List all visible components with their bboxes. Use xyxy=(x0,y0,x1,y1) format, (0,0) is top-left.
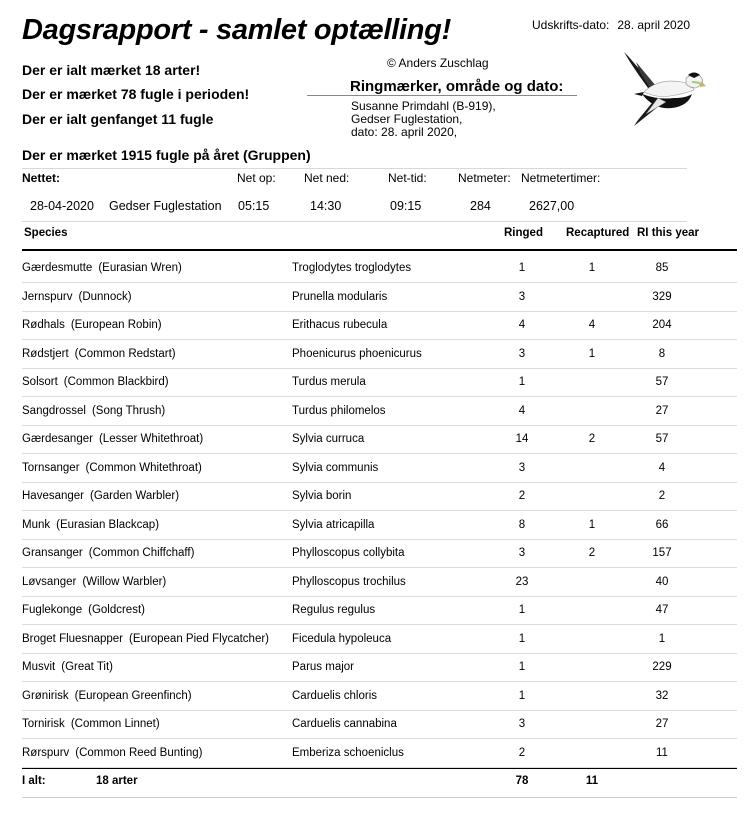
ringed-count: 3 xyxy=(518,347,526,360)
species-name xyxy=(22,604,145,616)
species-name xyxy=(22,490,179,502)
print-date-label: Udskrifts-dato: xyxy=(532,18,610,32)
totals-bottom-divider xyxy=(22,797,737,798)
species-danish: Gransanger xyxy=(22,547,83,559)
species-latin: Parus major xyxy=(292,661,354,673)
species-latin: Ficedula hypoleuca xyxy=(292,632,392,645)
table-row xyxy=(22,397,737,426)
ri-year-count: 27 xyxy=(655,718,669,730)
species-english: (Garden Warbler) xyxy=(90,490,180,502)
ringed-count: 1 xyxy=(518,376,526,388)
copyright: © Anders Zuschlag xyxy=(387,56,489,70)
table-row xyxy=(22,482,737,511)
summary-recaptured: Der er ialt genfanget 11 fugle xyxy=(22,111,214,127)
ri-year-count: 1 xyxy=(658,632,666,645)
species-latin: Phylloscopus collybita xyxy=(292,547,405,559)
ri-year-count: 329 xyxy=(652,290,672,303)
recaptured-count: 2 xyxy=(588,547,596,559)
species-danish: Musvit xyxy=(22,661,56,673)
table-row xyxy=(22,425,737,454)
net-down-label: Net ned: xyxy=(304,171,350,185)
net-meter-hours-value: 2627,00 xyxy=(529,199,575,213)
species-latin: Phoenicurus phoenicurus xyxy=(292,347,422,360)
species-name xyxy=(22,519,159,531)
ringers-divider xyxy=(307,95,577,96)
species-english: (European Pied Flycatcher) xyxy=(129,632,269,645)
species-danish: Gærdesmutte xyxy=(22,262,93,274)
ringed-count: 2 xyxy=(518,746,526,759)
species-name xyxy=(22,348,176,360)
ringed-count: 3 xyxy=(518,461,526,474)
totals-row xyxy=(22,769,737,795)
species-name xyxy=(22,291,132,303)
species-name xyxy=(22,376,169,388)
species-name xyxy=(22,262,182,274)
species-danish: Havesanger xyxy=(22,490,85,502)
species-danish: Solsort xyxy=(22,376,58,388)
print-date xyxy=(532,18,690,32)
col-header-recaptured: Recaptured xyxy=(566,227,630,239)
species-name xyxy=(22,633,269,645)
species-english: (Common Chiffchaff) xyxy=(88,547,195,559)
ringed-count: 1 xyxy=(518,262,526,274)
ringed-count: 3 xyxy=(518,718,526,730)
col-header-species: Species xyxy=(24,227,68,239)
species-latin: Erithacus rubecula xyxy=(292,319,388,331)
species-name xyxy=(22,576,166,588)
species-latin: Prunella modularis xyxy=(292,290,388,303)
species-name xyxy=(22,661,113,673)
species-danish: Broget Fluesnapper xyxy=(22,632,124,645)
report-title: Dagsrapport - samlet optælling! xyxy=(22,14,451,46)
ringer-line: Susanne Primdahl (B-919), xyxy=(351,99,496,113)
summary-species: Der er ialt mærket 18 arter! xyxy=(22,62,201,78)
eider-duck-icon xyxy=(614,48,706,126)
species-latin: Sylvia borin xyxy=(292,490,352,502)
species-danish: Sangdrossel xyxy=(22,404,86,417)
totals-ringed: 78 xyxy=(515,775,529,787)
col-header-ri-year: RI this year xyxy=(637,227,699,239)
species-latin: Carduelis cannabina xyxy=(292,718,397,730)
ri-year-count: 157 xyxy=(652,547,672,559)
ringed-count: 1 xyxy=(518,661,526,673)
species-latin: Carduelis chloris xyxy=(292,689,378,702)
ri-year-count: 57 xyxy=(655,376,669,388)
net-up-label: Net op: xyxy=(237,171,276,185)
ringed-count: 3 xyxy=(518,290,526,303)
species-danish: Fuglekonge xyxy=(22,604,83,616)
species-latin: Sylvia communis xyxy=(292,461,379,474)
summary-birds: Der er mærket 78 fugle i perioden! xyxy=(22,86,250,102)
table-row xyxy=(22,340,737,369)
ringed-count: 14 xyxy=(515,433,529,445)
header-divider xyxy=(22,249,737,251)
table-row xyxy=(22,739,737,768)
table-row xyxy=(22,454,737,483)
species-english: (Eurasian Blackcap) xyxy=(56,518,160,531)
species-danish: Munk xyxy=(22,518,51,531)
ringed-count: 1 xyxy=(518,632,526,645)
species-english: (Song Thrush) xyxy=(91,404,166,417)
recaptured-count: 1 xyxy=(588,518,596,531)
ringer-line: Gedser Fuglestation, xyxy=(351,112,463,126)
table-row xyxy=(22,539,737,568)
species-latin: Turdus merula xyxy=(292,376,366,388)
ri-year-count: 27 xyxy=(655,404,669,417)
net-label: Nettet: xyxy=(22,171,60,185)
net-up-value: 05:15 xyxy=(238,199,270,213)
species-danish: Tornirisk xyxy=(22,718,65,730)
net-top-divider xyxy=(22,168,687,169)
species-name xyxy=(22,547,194,559)
net-meters-value: 284 xyxy=(470,199,491,213)
ringed-count: 8 xyxy=(518,518,526,531)
ri-year-count: 57 xyxy=(655,433,669,445)
species-english: (Eurasian Wren) xyxy=(98,262,182,274)
species-latin: Phylloscopus trochilus xyxy=(292,575,406,588)
species-english: (Common Linnet) xyxy=(70,718,160,730)
species-english: (Lesser Whitethroat) xyxy=(98,433,204,445)
net-time-label: Net-tid: xyxy=(388,171,427,185)
species-name xyxy=(22,433,203,445)
net-meter-hours-label: Netmetertimer: xyxy=(521,171,601,185)
species-danish: Løvsanger xyxy=(22,575,77,588)
species-danish: Rørspurv xyxy=(22,746,70,759)
ringed-count: 4 xyxy=(518,319,526,331)
ri-year-count: 66 xyxy=(655,518,669,531)
ri-year-count: 40 xyxy=(655,575,669,588)
species-danish: Rødhals xyxy=(22,319,65,331)
ringed-count: 1 xyxy=(518,604,526,616)
species-english: (Great Tit) xyxy=(61,661,113,673)
table-row xyxy=(22,283,737,312)
species-danish: Rødstjert xyxy=(22,347,69,360)
ri-year-count: 8 xyxy=(658,347,666,360)
col-header-ringed: Ringed xyxy=(504,227,543,239)
table-row xyxy=(22,625,737,654)
net-bottom-divider xyxy=(22,221,687,222)
species-danish: Jernspurv xyxy=(22,290,73,303)
ri-year-count: 11 xyxy=(656,746,668,759)
species-english: (European Robin) xyxy=(70,319,162,331)
species-english: (Common Reed Bunting) xyxy=(75,746,203,759)
ri-year-count: 47 xyxy=(655,604,669,616)
ri-year-count: 4 xyxy=(658,461,666,474)
table-row xyxy=(22,682,737,711)
species-name xyxy=(22,718,160,730)
species-name xyxy=(22,690,192,702)
ringed-count: 2 xyxy=(518,490,526,502)
ri-year-count: 204 xyxy=(652,319,672,331)
ri-year-count: 85 xyxy=(655,262,669,274)
ri-year-count: 32 xyxy=(655,689,669,702)
ringers-heading: Ringmærker, område og dato: xyxy=(350,78,564,95)
species-english: (Dunnock) xyxy=(78,290,132,303)
species-latin: Turdus philomelos xyxy=(292,404,386,417)
table-row xyxy=(22,710,737,739)
table-row xyxy=(22,511,737,540)
species-latin: Sylvia atricapilla xyxy=(292,518,375,531)
recaptured-count: 1 xyxy=(588,347,596,360)
ri-year-count: 229 xyxy=(652,661,672,673)
ringer-line: dato: 28. april 2020, xyxy=(351,125,458,139)
species-latin: Emberiza schoeniclus xyxy=(292,746,404,759)
ri-year-count: 2 xyxy=(658,490,666,502)
net-time-value: 09:15 xyxy=(390,199,422,213)
table-row xyxy=(22,311,737,340)
recaptured-count: 1 xyxy=(588,262,596,274)
totals-recaptured: 11 xyxy=(585,775,599,787)
print-date-value: 28. april 2020 xyxy=(617,18,691,32)
totals-label: I alt: xyxy=(22,775,46,787)
table-row xyxy=(22,596,737,625)
ringed-count: 4 xyxy=(518,404,526,417)
summary-year-total: Der er mærket 1915 fugle på året (Gruppen) xyxy=(22,147,311,163)
net-date: 28-04-2020 xyxy=(30,199,94,213)
net-station: Gedser Fuglestation xyxy=(109,199,222,213)
totals-species: 18 arter xyxy=(96,775,138,787)
species-english: (Common Whitethroat) xyxy=(85,461,202,474)
table-row xyxy=(22,653,737,682)
species-latin: Regulus regulus xyxy=(292,604,376,616)
species-name xyxy=(22,405,165,417)
net-down-value: 14:30 xyxy=(310,199,342,213)
species-english: (Goldcrest) xyxy=(88,604,145,616)
table-row xyxy=(22,368,737,397)
ringed-count: 3 xyxy=(518,547,526,559)
recaptured-count: 4 xyxy=(588,319,596,331)
species-name xyxy=(22,462,202,474)
species-english: (European Greenfinch) xyxy=(74,689,192,702)
species-danish: Gærdesanger xyxy=(22,433,93,445)
net-meters-label: Netmeter: xyxy=(458,171,511,185)
species-name xyxy=(22,319,162,331)
table-row xyxy=(22,568,737,597)
species-english: (Willow Warbler) xyxy=(82,575,167,588)
ringed-count: 23 xyxy=(515,575,529,588)
table-row xyxy=(22,254,737,283)
species-danish: Grønirisk xyxy=(22,689,69,702)
species-name xyxy=(22,747,202,759)
species-latin: Troglodytes troglodytes xyxy=(292,262,412,274)
recaptured-count: 2 xyxy=(588,433,596,445)
species-english: (Common Blackbird) xyxy=(63,376,169,388)
species-latin: Sylvia curruca xyxy=(292,433,365,445)
species-english: (Common Redstart) xyxy=(74,347,176,360)
species-danish: Tornsanger xyxy=(22,461,80,474)
ringed-count: 1 xyxy=(518,689,526,702)
